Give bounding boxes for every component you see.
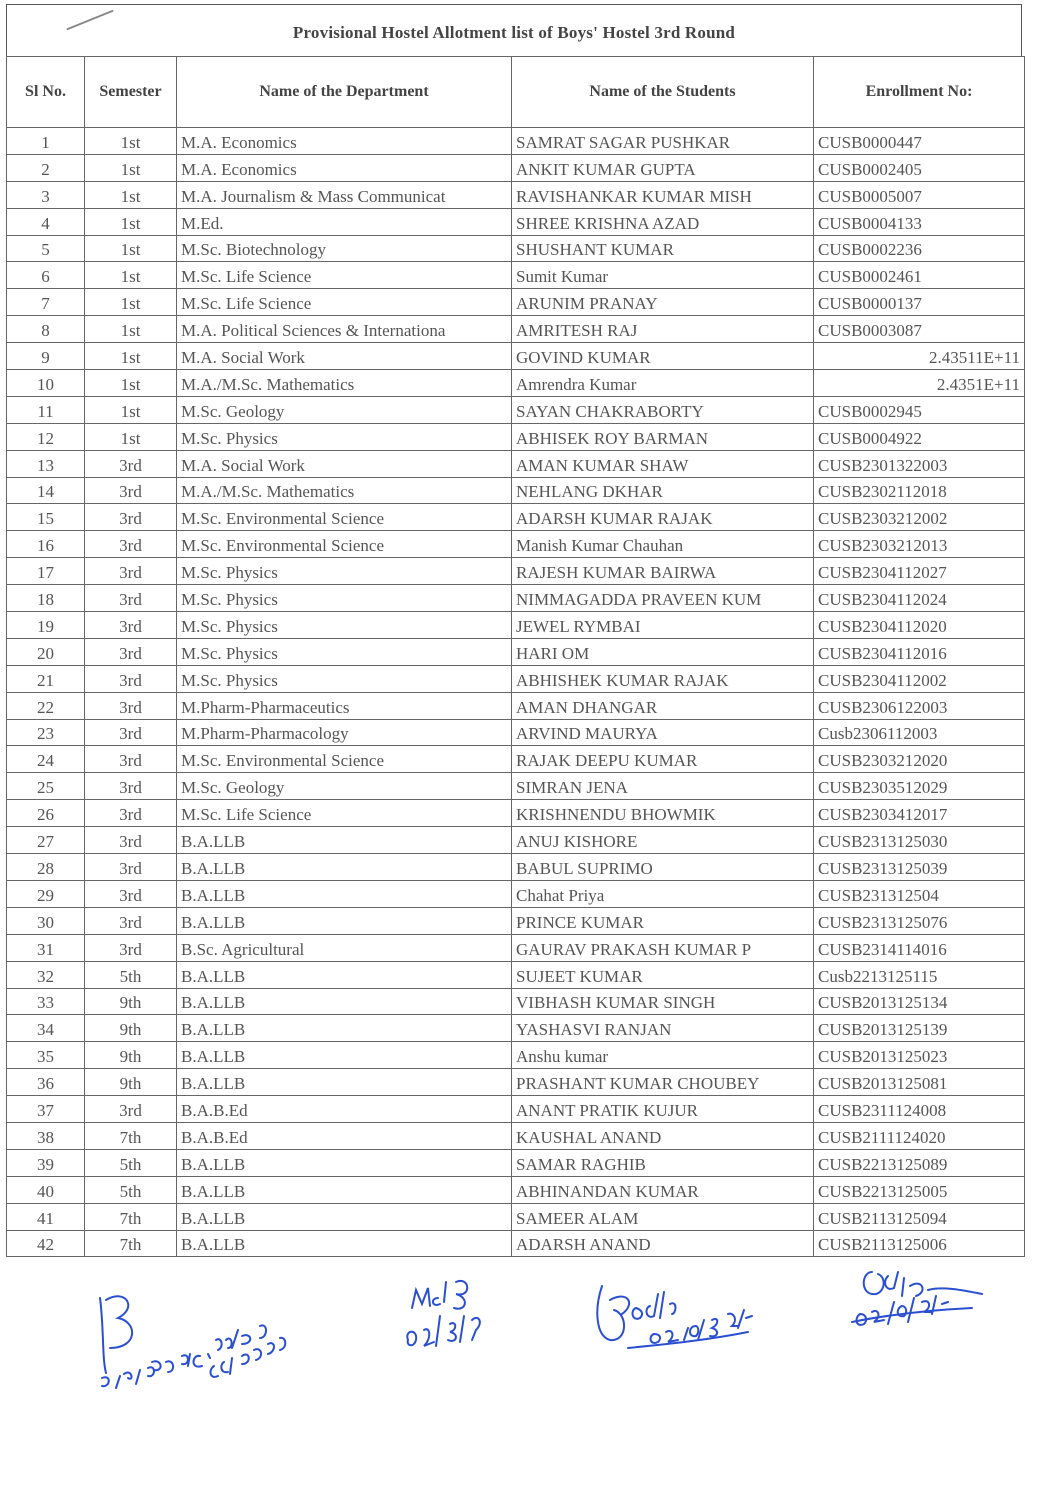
cell-semester: 7th (85, 1230, 177, 1257)
cell-enrollment-no: Cusb2306112003 (814, 719, 1025, 746)
cell-semester: 9th (85, 988, 177, 1015)
table-row (7, 558, 1025, 585)
cell-enrollment-no: CUSB0003087 (814, 316, 1025, 343)
cell-enrollment-no: CUSB2113125006 (814, 1230, 1025, 1257)
table-row (7, 612, 1025, 639)
cell-department: M.A. Social Work (177, 450, 512, 477)
cell-sl-no: 6 (7, 262, 85, 289)
table-row (7, 504, 1025, 531)
cell-semester: 3rd (85, 907, 177, 934)
cell-student-name: SUJEET KUMAR (512, 961, 814, 988)
cell-student-name: SAYAN CHAKRABORTY (512, 396, 814, 423)
table-row (7, 854, 1025, 881)
table-body (7, 128, 1025, 1257)
cell-semester: 1st (85, 370, 177, 397)
cell-enrollment-no: CUSB2013125081 (814, 1069, 1025, 1096)
cell-student-name: AMAN KUMAR SHAW (512, 450, 814, 477)
table-row (7, 692, 1025, 719)
cell-sl-no: 27 (7, 827, 85, 854)
cell-student-name: YASHASVI RANJAN (512, 1015, 814, 1042)
title-box (6, 4, 1022, 56)
cell-sl-no: 24 (7, 746, 85, 773)
cell-sl-no: 30 (7, 907, 85, 934)
table-row (7, 316, 1025, 343)
cell-student-name: ABHISEK ROY BARMAN (512, 423, 814, 450)
table-row (7, 154, 1025, 181)
cell-student-name: AMAN DHANGAR (512, 692, 814, 719)
cell-student-name: Sumit Kumar (512, 262, 814, 289)
cell-department: M.A. Journalism & Mass Communicat (177, 181, 512, 208)
cell-sl-no: 7 (7, 289, 85, 316)
cell-student-name: ADARSH KUMAR RAJAK (512, 504, 814, 531)
cell-enrollment-no: CUSB2111124020 (814, 1122, 1025, 1149)
cell-sl-no: 37 (7, 1096, 85, 1123)
cell-student-name: RAJAK DEEPU KUMAR (512, 746, 814, 773)
cell-department: B.A.LLB (177, 827, 512, 854)
table-row (7, 934, 1025, 961)
table-row (7, 719, 1025, 746)
cell-semester: 3rd (85, 746, 177, 773)
cell-department: M.Sc. Life Science (177, 262, 512, 289)
cell-semester: 3rd (85, 612, 177, 639)
cell-department: M.Sc. Biotechnology (177, 235, 512, 262)
cell-sl-no: 35 (7, 1042, 85, 1069)
cell-student-name: SAMEER ALAM (512, 1203, 814, 1230)
cell-semester: 3rd (85, 477, 177, 504)
cell-department: B.A.LLB (177, 1042, 512, 1069)
table-row (7, 907, 1025, 934)
table-row (7, 988, 1025, 1015)
cell-student-name: BABUL SUPRIMO (512, 854, 814, 881)
cell-semester: 9th (85, 1069, 177, 1096)
cell-department: M.Ed. (177, 208, 512, 235)
cell-enrollment-no: CUSB0004133 (814, 208, 1025, 235)
cell-department: B.A.LLB (177, 1203, 512, 1230)
cell-department: M.A. Economics (177, 154, 512, 181)
table-row (7, 827, 1025, 854)
cell-enrollment-no: CUSB2313125076 (814, 907, 1025, 934)
cell-sl-no: 5 (7, 235, 85, 262)
cell-enrollment-no: CUSB2303212020 (814, 746, 1025, 773)
cell-sl-no: 4 (7, 208, 85, 235)
cell-sl-no: 20 (7, 638, 85, 665)
cell-sl-no: 19 (7, 612, 85, 639)
header-sl-no: Sl No. (7, 57, 85, 128)
cell-enrollment-no: CUSB2303512029 (814, 773, 1025, 800)
cell-sl-no: 3 (7, 181, 85, 208)
cell-enrollment-no: CUSB2303212013 (814, 531, 1025, 558)
table-row (7, 1230, 1025, 1257)
cell-student-name: NIMMAGADDA PRAVEEN KUM (512, 585, 814, 612)
cell-semester: 7th (85, 1203, 177, 1230)
cell-sl-no: 2 (7, 154, 85, 181)
table-row (7, 208, 1025, 235)
cell-student-name: GAURAV PRAKASH KUMAR P (512, 934, 814, 961)
cell-sl-no: 15 (7, 504, 85, 531)
page-title: Provisional Hostel Allotment list of Boys' Hostel 3rd Round (292, 23, 736, 42)
cell-enrollment-no: CUSB0000137 (814, 289, 1025, 316)
cell-enrollment-no: CUSB2013125134 (814, 988, 1025, 1015)
table-row (7, 1149, 1025, 1176)
table-row (7, 450, 1025, 477)
cell-sl-no: 1 (7, 128, 85, 155)
cell-sl-no: 31 (7, 934, 85, 961)
table-row (7, 262, 1025, 289)
table-row (7, 773, 1025, 800)
table-row (7, 343, 1025, 370)
cell-semester: 3rd (85, 719, 177, 746)
cell-sl-no: 22 (7, 692, 85, 719)
cell-student-name: ANANT PRATIK KUJUR (512, 1096, 814, 1123)
cell-department: B.A.B.Ed (177, 1096, 512, 1123)
cell-department: M.Sc. Physics (177, 558, 512, 585)
cell-student-name: RAVISHANKAR KUMAR MISH (512, 181, 814, 208)
header-student-name: Name of the Students (512, 57, 814, 128)
cell-department: B.A.LLB (177, 1230, 512, 1257)
cell-semester: 3rd (85, 880, 177, 907)
cell-sl-no: 39 (7, 1149, 85, 1176)
cell-enrollment-no: CUSB2311124008 (814, 1096, 1025, 1123)
table-row (7, 531, 1025, 558)
cell-enrollment-no: CUSB2303212002 (814, 504, 1025, 531)
cell-semester: 1st (85, 128, 177, 155)
table-row (7, 128, 1025, 155)
cell-student-name: KRISHNENDU BHOWMIK (512, 800, 814, 827)
cell-department: M.Sc. Life Science (177, 800, 512, 827)
cell-student-name: ANKIT KUMAR GUPTA (512, 154, 814, 181)
cell-enrollment-no: CUSB0005007 (814, 181, 1025, 208)
cell-student-name: VIBHASH KUMAR SINGH (512, 988, 814, 1015)
table-row (7, 477, 1025, 504)
cell-enrollment-no: CUSB0002945 (814, 396, 1025, 423)
table-row (7, 423, 1025, 450)
table-row (7, 585, 1025, 612)
cell-enrollment-no: CUSB2013125139 (814, 1015, 1025, 1042)
cell-department: B.A.LLB (177, 988, 512, 1015)
cell-sl-no: 38 (7, 1122, 85, 1149)
cell-semester: 7th (85, 1122, 177, 1149)
cell-department: B.A.LLB (177, 1069, 512, 1096)
cell-enrollment-no: CUSB2013125023 (814, 1042, 1025, 1069)
cell-enrollment-no: CUSB2304112020 (814, 612, 1025, 639)
cell-enrollment-no: CUSB2213125089 (814, 1149, 1025, 1176)
cell-semester: 3rd (85, 450, 177, 477)
cell-enrollment-no: CUSB0004922 (814, 423, 1025, 450)
cell-department: M.Sc. Geology (177, 773, 512, 800)
cell-department: M.Pharm-Pharmacology (177, 719, 512, 746)
cell-enrollment-no: CUSB2213125005 (814, 1176, 1025, 1203)
table-row (7, 1042, 1025, 1069)
table-row (7, 235, 1025, 262)
cell-sl-no: 10 (7, 370, 85, 397)
cell-semester: 1st (85, 423, 177, 450)
cell-student-name: ANUJ KISHORE (512, 827, 814, 854)
table-row (7, 665, 1025, 692)
cell-department: M.A. Economics (177, 128, 512, 155)
header-department: Name of the Department (177, 57, 512, 128)
table-row (7, 1015, 1025, 1042)
cell-department: M.Pharm-Pharmaceutics (177, 692, 512, 719)
cell-sl-no: 17 (7, 558, 85, 585)
cell-enrollment-no: 2.43511E+11 (814, 343, 1025, 370)
cell-department: M.Sc. Geology (177, 396, 512, 423)
cell-department: M.A./M.Sc. Mathematics (177, 477, 512, 504)
cell-enrollment-no: 2.4351E+11 (814, 370, 1025, 397)
cell-semester: 9th (85, 1042, 177, 1069)
table-row (7, 370, 1025, 397)
cell-semester: 3rd (85, 531, 177, 558)
cell-department: B.A.LLB (177, 1015, 512, 1042)
cell-student-name: AMRITESH RAJ (512, 316, 814, 343)
cell-semester: 1st (85, 396, 177, 423)
cell-semester: 1st (85, 316, 177, 343)
cell-semester: 1st (85, 262, 177, 289)
cell-semester: 3rd (85, 558, 177, 585)
cell-semester: 3rd (85, 827, 177, 854)
header-enrollment-no: Enrollment No: (814, 57, 1025, 128)
cell-student-name: NEHLANG DKHAR (512, 477, 814, 504)
cell-student-name: JEWEL RYMBAI (512, 612, 814, 639)
cell-student-name: ADARSH ANAND (512, 1230, 814, 1257)
table-row (7, 1069, 1025, 1096)
cell-department: M.Sc. Environmental Science (177, 746, 512, 773)
cell-sl-no: 8 (7, 316, 85, 343)
cell-sl-no: 33 (7, 988, 85, 1015)
cell-enrollment-no: CUSB2314114016 (814, 934, 1025, 961)
cell-sl-no: 41 (7, 1203, 85, 1230)
cell-enrollment-no: CUSB2304112024 (814, 585, 1025, 612)
cell-student-name: Amrendra Kumar (512, 370, 814, 397)
cell-semester: 1st (85, 181, 177, 208)
cell-sl-no: 12 (7, 423, 85, 450)
cell-semester: 3rd (85, 773, 177, 800)
cell-student-name: Anshu kumar (512, 1042, 814, 1069)
table-row (7, 800, 1025, 827)
cell-sl-no: 9 (7, 343, 85, 370)
cell-sl-no: 21 (7, 665, 85, 692)
cell-sl-no: 40 (7, 1176, 85, 1203)
cell-student-name: GOVIND KUMAR (512, 343, 814, 370)
cell-enrollment-no: CUSB2306122003 (814, 692, 1025, 719)
table-row (7, 1096, 1025, 1123)
cell-student-name: ABHINANDAN KUMAR (512, 1176, 814, 1203)
cell-enrollment-no: CUSB0002461 (814, 262, 1025, 289)
cell-department: M.Sc. Physics (177, 665, 512, 692)
cell-semester: 9th (85, 1015, 177, 1042)
cell-department: M.A./M.Sc. Mathematics (177, 370, 512, 397)
cell-department: M.Sc. Life Science (177, 289, 512, 316)
cell-enrollment-no: CUSB2113125094 (814, 1203, 1025, 1230)
table-row (7, 638, 1025, 665)
cell-semester: 3rd (85, 665, 177, 692)
cell-department: B.A.LLB (177, 1149, 512, 1176)
cell-semester: 5th (85, 1149, 177, 1176)
cell-semester: 3rd (85, 1096, 177, 1123)
cell-sl-no: 34 (7, 1015, 85, 1042)
cell-semester: 3rd (85, 800, 177, 827)
cell-student-name: PRINCE KUMAR (512, 907, 814, 934)
cell-department: B.A.LLB (177, 907, 512, 934)
cell-enrollment-no: CUSB0002236 (814, 235, 1025, 262)
cell-enrollment-no: CUSB2313125039 (814, 854, 1025, 881)
cell-enrollment-no: CUSB2304112027 (814, 558, 1025, 585)
cell-student-name: ARVIND MAURYA (512, 719, 814, 746)
cell-sl-no: 18 (7, 585, 85, 612)
header-semester: Semester (85, 57, 177, 128)
cell-semester: 3rd (85, 585, 177, 612)
table-row (7, 961, 1025, 988)
cell-student-name: SHUSHANT KUMAR (512, 235, 814, 262)
table-row (7, 396, 1025, 423)
table-row (7, 181, 1025, 208)
cell-semester: 3rd (85, 934, 177, 961)
signature-1 (92, 1278, 312, 1403)
cell-enrollment-no: CUSB2302112018 (814, 477, 1025, 504)
allotment-table (6, 56, 1025, 1257)
cell-semester: 1st (85, 235, 177, 262)
cell-sl-no: 25 (7, 773, 85, 800)
cell-enrollment-no: CUSB0000447 (814, 128, 1025, 155)
cell-student-name: PRASHANT KUMAR CHOUBEY (512, 1069, 814, 1096)
cell-enrollment-no: CUSB2304112002 (814, 665, 1025, 692)
cell-department: M.A. Political Sciences & Internationa (177, 316, 512, 343)
cell-sl-no: 26 (7, 800, 85, 827)
cell-student-name: Manish Kumar Chauhan (512, 531, 814, 558)
cell-student-name: SAMAR RAGHIB (512, 1149, 814, 1176)
cell-semester: 1st (85, 154, 177, 181)
cell-semester: 3rd (85, 638, 177, 665)
cell-student-name: ARUNIM PRANAY (512, 289, 814, 316)
cell-sl-no: 36 (7, 1069, 85, 1096)
cell-student-name: ABHISHEK KUMAR RAJAK (512, 665, 814, 692)
cell-enrollment-no: CUSB2303412017 (814, 800, 1025, 827)
cell-semester: 5th (85, 961, 177, 988)
cell-department: M.Sc. Physics (177, 638, 512, 665)
cell-sl-no: 16 (7, 531, 85, 558)
cell-semester: 5th (85, 1176, 177, 1203)
cell-enrollment-no: CUSB231312504 (814, 880, 1025, 907)
signature-3 (588, 1270, 798, 1365)
table-row (7, 1122, 1025, 1149)
cell-department: M.A. Social Work (177, 343, 512, 370)
cell-department: B.A.LLB (177, 854, 512, 881)
cell-sl-no: 28 (7, 854, 85, 881)
cell-semester: 3rd (85, 504, 177, 531)
cell-enrollment-no: Cusb2213125115 (814, 961, 1025, 988)
table-row (7, 289, 1025, 316)
cell-semester: 1st (85, 289, 177, 316)
cell-department: M.Sc. Physics (177, 585, 512, 612)
cell-department: M.Sc. Physics (177, 423, 512, 450)
cell-sl-no: 32 (7, 961, 85, 988)
cell-sl-no: 29 (7, 880, 85, 907)
cell-student-name: SAMRAT SAGAR PUSHKAR (512, 128, 814, 155)
cell-sl-no: 42 (7, 1230, 85, 1257)
cell-department: B.Sc. Agricultural (177, 934, 512, 961)
cell-student-name: KAUSHAL ANAND (512, 1122, 814, 1149)
cell-semester: 3rd (85, 692, 177, 719)
cell-department: M.Sc. Environmental Science (177, 504, 512, 531)
cell-student-name: Chahat Priya (512, 880, 814, 907)
cell-sl-no: 14 (7, 477, 85, 504)
cell-student-name: HARI OM (512, 638, 814, 665)
cell-semester: 1st (85, 208, 177, 235)
cell-department: B.A.B.Ed (177, 1122, 512, 1149)
table-row (7, 1176, 1025, 1203)
table-row (7, 1203, 1025, 1230)
cell-department: M.Sc. Environmental Science (177, 531, 512, 558)
cell-student-name: SIMRAN JENA (512, 773, 814, 800)
cell-enrollment-no: CUSB0002405 (814, 154, 1025, 181)
cell-semester: 3rd (85, 854, 177, 881)
table-row (7, 746, 1025, 773)
cell-enrollment-no: CUSB2313125030 (814, 827, 1025, 854)
cell-department: B.A.LLB (177, 1176, 512, 1203)
cell-student-name: SHREE KRISHNA AZAD (512, 208, 814, 235)
signature-4 (832, 1262, 1012, 1357)
cell-sl-no: 13 (7, 450, 85, 477)
cell-semester: 1st (85, 343, 177, 370)
cell-student-name: RAJESH KUMAR BAIRWA (512, 558, 814, 585)
cell-sl-no: 11 (7, 396, 85, 423)
cell-enrollment-no: CUSB2301322003 (814, 450, 1025, 477)
cell-sl-no: 23 (7, 719, 85, 746)
cell-department: M.Sc. Physics (177, 612, 512, 639)
table-header-row (7, 57, 1025, 128)
cell-enrollment-no: CUSB2304112016 (814, 638, 1025, 665)
signature-2 (400, 1268, 520, 1373)
cell-department: B.A.LLB (177, 961, 512, 988)
table-row (7, 880, 1025, 907)
cell-department: B.A.LLB (177, 880, 512, 907)
